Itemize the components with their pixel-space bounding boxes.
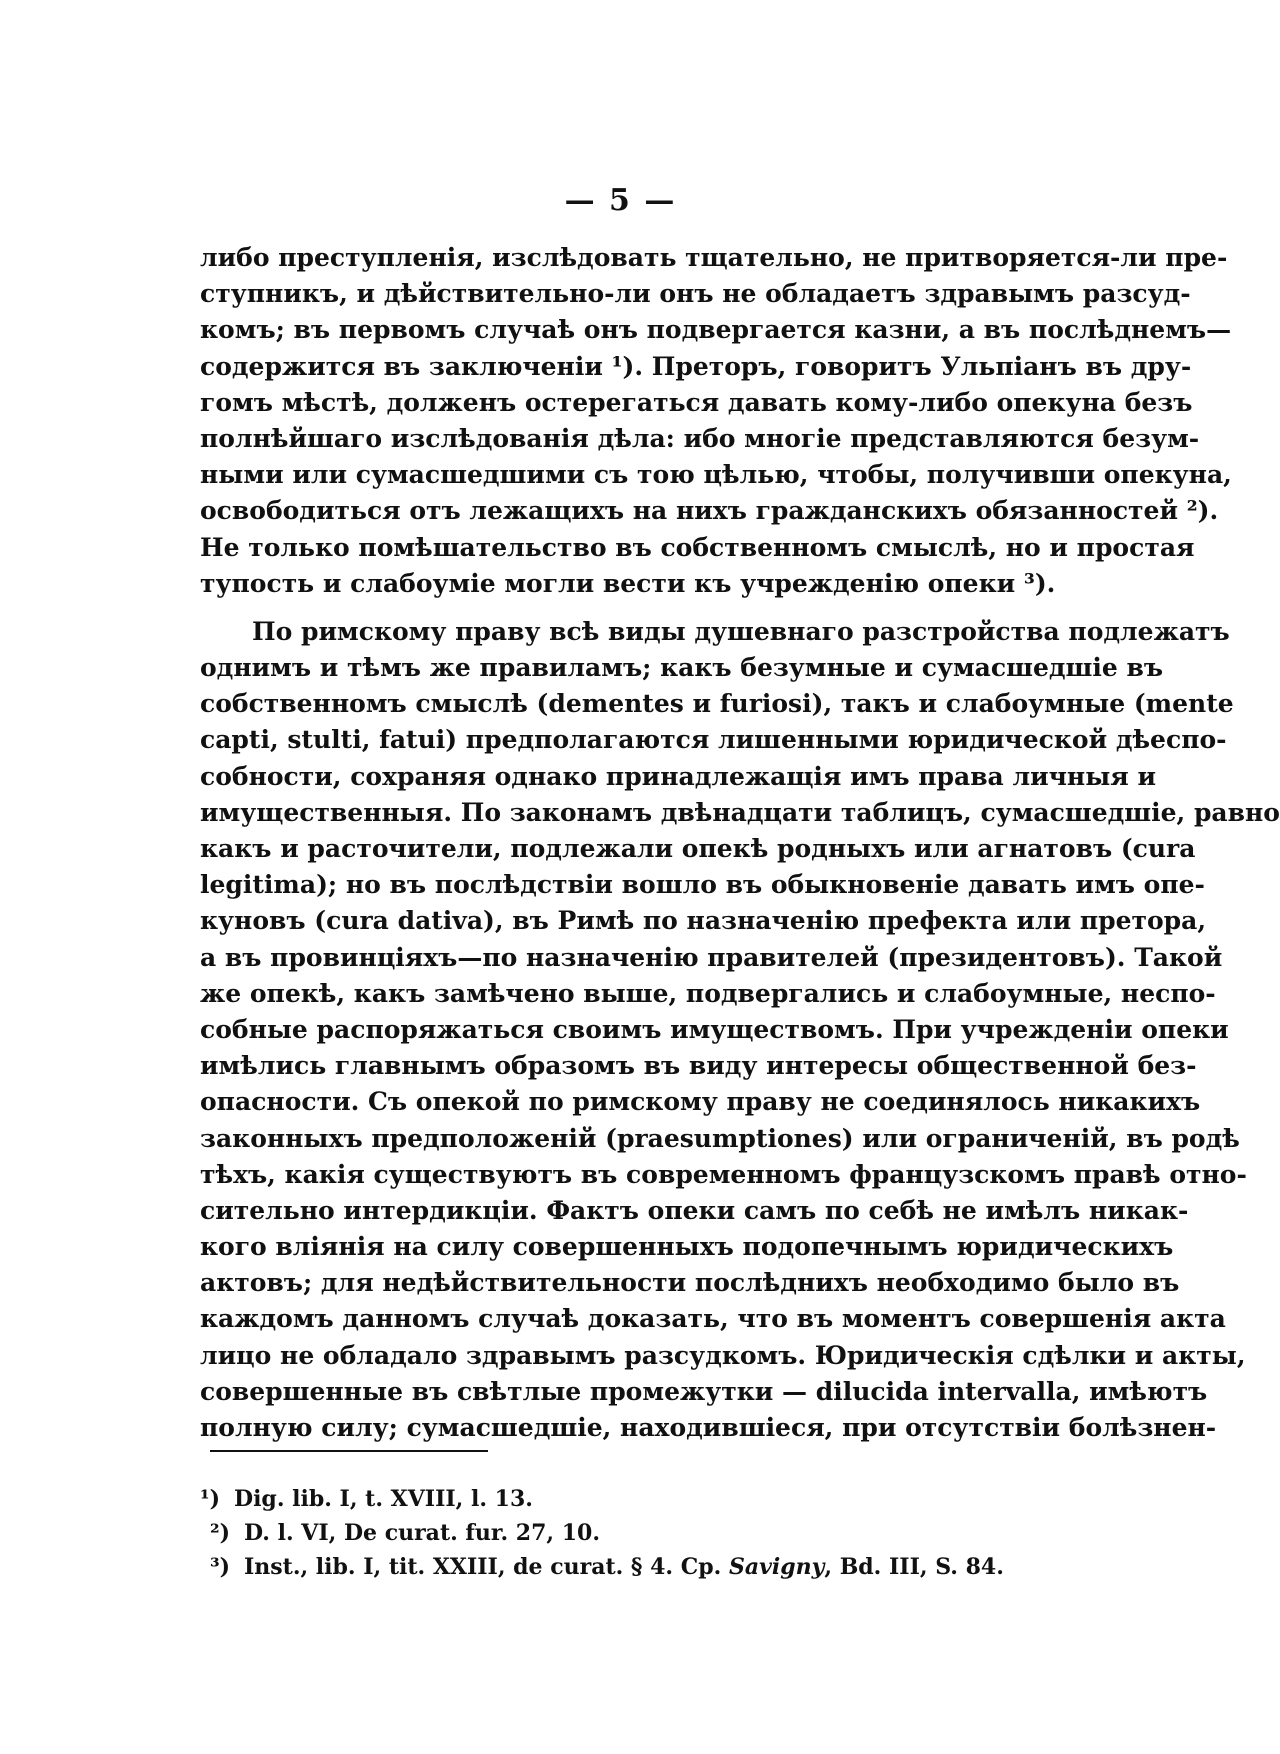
text-line: тѣхъ, какія существуютъ въ современномъ французскомъ правѣ отно- (200, 1159, 1247, 1189)
paragraph-1 (200, 240, 1232, 602)
text-line: содержится въ заключеніи ¹). Преторъ, говоритъ Ульпіанъ въ дру- (200, 351, 1192, 381)
footnote-text: Dig. lib. I, t. XVIII, l. 13. (234, 1486, 533, 1512)
text-line: ступникъ, и дѣйствительно-ли онъ не обладаетъ здравымъ разсуд- (200, 279, 1191, 309)
footnote-text: D. l. VI, De curat. fur. 27, 10. (244, 1520, 600, 1546)
footnotes (200, 1482, 1040, 1584)
paragraph-gap (200, 602, 1045, 614)
text-line: Не только помѣшательство въ собственномъ смыслѣ, но и простая (200, 532, 1195, 562)
text-line: собности, сохраняя однако принадлежащія имъ права личныя и (200, 761, 1157, 791)
text-line: имѣлись главнымъ образомъ въ виду интересы общественной без- (200, 1051, 1197, 1081)
footnote-3 (210, 1550, 1040, 1584)
text-line: опасности. Съ опекой по римскому праву не соединялось никакихъ (200, 1087, 1201, 1117)
text-line: По римскому праву всѣ виды душевнаго разстройства подлежатъ (252, 616, 1230, 646)
paragraph-2 (200, 614, 1280, 1446)
footnote-author: Savigny (728, 1554, 825, 1580)
text-line: кого вліянія на силу совершенныхъ подопечнымъ юридическихъ (200, 1232, 1174, 1262)
text-line: законныхъ предположеній (praesumptiones) или ограниченій, въ родѣ (200, 1123, 1240, 1153)
text-line: полнѣйшаго изслѣдованія дѣла: ибо многіе представляются безум- (200, 423, 1200, 453)
text-line: capti, stulti, fatui) предполагаются лишенными юридической дѣеспо- (200, 725, 1227, 755)
text-line: ными или сумасшедшими съ тою цѣлью, чтобы, получивши опекуна, (200, 460, 1232, 490)
text-line: лицо не обладало здравымъ разсудкомъ. Юридическія сдѣлки и акты, (200, 1340, 1246, 1370)
text-line: какъ и расточители, подлежали опекѣ родныхъ или агнатовъ (cura (200, 834, 1196, 863)
text-line: либо преступленія, изслѣдовать тщательно, не притворяется-ли пре- (200, 243, 1228, 272)
text-line: имущественныя. По законамъ двѣнадцати таблицъ, сумасшедшіе, равно (200, 797, 1280, 827)
text-line: полную силу; сумасшедшіе, находившіеся, при отсутствіи болѣзнен- (200, 1413, 1217, 1442)
text-line: однимъ и тѣмъ же правиламъ; какъ безумные и сумасшедшіе въ (200, 653, 1164, 683)
text-line: собные распоряжаться своимъ имуществомъ. При учрежденіи опеки (200, 1014, 1229, 1044)
text-line: сительно интердикціи. Фактъ опеки самъ по себѣ не имѣлъ никак- (200, 1195, 1189, 1225)
footnote-2 (210, 1516, 1040, 1550)
footnote-marker: ²) (210, 1520, 231, 1546)
text-line: legitima); но въ послѣдствіи вошло въ обыкновеніе давать имъ опе- (200, 870, 1205, 900)
text-line: освободиться отъ лежащихъ на нихъ гражданскихъ обязанностей ²). (200, 496, 1219, 526)
text-line: же опекѣ, какъ замѣчено выше, подвергались и слабоумные, неспо- (200, 978, 1216, 1008)
footnote-text-end: , Bd. III, S. 84. (824, 1554, 1004, 1580)
footnote-1 (200, 1482, 1040, 1516)
text-line: гомъ мѣстѣ, долженъ остерегаться давать кому-либо опекуна безъ (200, 387, 1193, 417)
footnote-text: Inst., lib. I, tit. XXIII, de curat. § 4. Cp. (244, 1554, 729, 1580)
footnote-marker: ¹) (200, 1486, 221, 1512)
text-line: совершенные въ свѣтлые промежутки — dilucida intervalla, имѣютъ (200, 1376, 1208, 1406)
text-line: собственномъ смыслѣ (dementes и furiosi), такъ и слабоумные (mente (200, 689, 1234, 719)
body-text (200, 240, 1280, 1446)
text-line: тупость и слабоуміе могли вести къ учрежденію опеки ³). (200, 568, 1056, 598)
page-number: — 5 — (564, 183, 677, 218)
footnote-marker: ³) (210, 1554, 231, 1580)
text-line: а въ провинціяхъ—по назначенію правителей (президентовъ). Такой (200, 942, 1223, 972)
text-line: куновъ (cura dativa), въ Римѣ по назначенію префекта или претора, (200, 906, 1207, 936)
footnote-separator (210, 1450, 488, 1452)
text-line: каждомъ данномъ случаѣ доказать, что въ моментъ совершенія акта (200, 1304, 1226, 1334)
text-line: актовъ; для недѣйствительности послѣднихъ необходимо было въ (200, 1268, 1180, 1298)
text-line: комъ; въ первомъ случаѣ онъ подвергается казни, а въ послѣднемъ— (200, 315, 1232, 345)
